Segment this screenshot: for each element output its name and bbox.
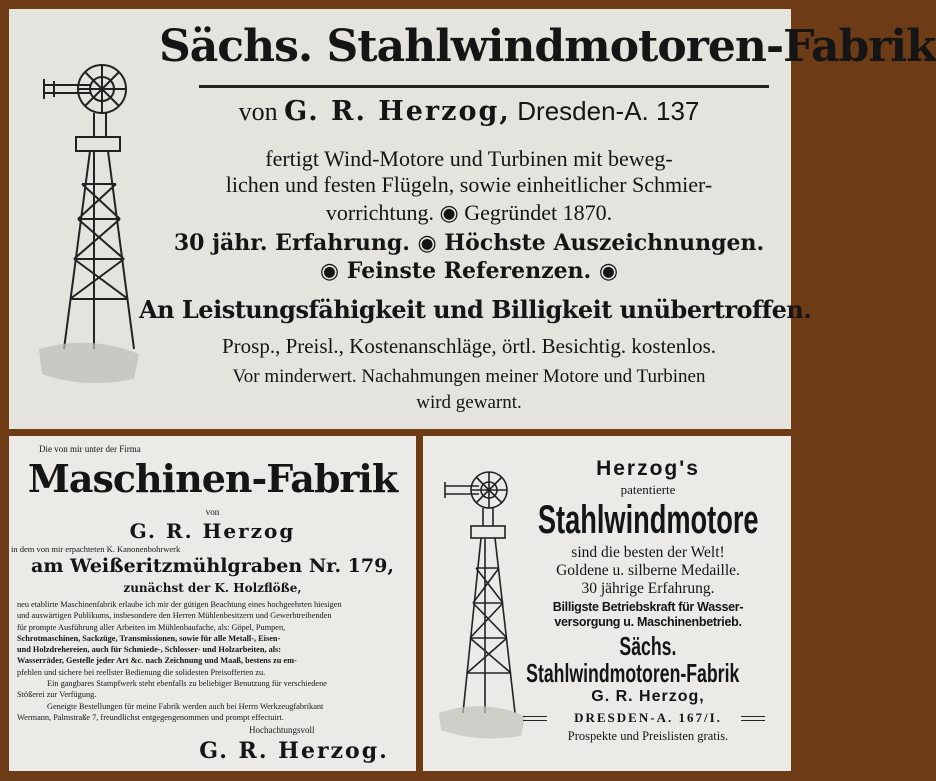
byline-prefix: von <box>205 507 220 517</box>
right-double-rule <box>741 716 765 721</box>
line-9: wird gewarnt. <box>416 392 522 413</box>
line-4: 30 jähr. Erfahrung. ◉ Höchste Auszeichnungen. <box>173 230 765 256</box>
line-1: fertigt Wind-Motore und Turbinen mit beweg- <box>265 146 673 171</box>
headline: Sächs. Stahlwindmotoren-Fabrik <box>159 21 936 72</box>
intro: Die von mir unter der Firma <box>39 444 141 454</box>
headline-rule <box>199 85 769 88</box>
company-name: G. R. Herzog <box>129 519 296 543</box>
right-advertisement <box>423 436 791 771</box>
line-1: sind die besten der Welt! <box>571 544 725 561</box>
bold-line-2: versorgung u. Maschinenbetrieb. <box>554 615 742 629</box>
line-3: 30 jährige Erfahrung. <box>581 580 715 597</box>
body-text <box>17 599 409 723</box>
body-line: Stößerei zur Verfügung. <box>17 690 97 700</box>
address: DRESDEN-A. 167/I. <box>574 710 722 725</box>
line-2: Goldene u. silberne Medaille. <box>556 562 740 579</box>
body-line: für prompte Ausführung aller Arbeiten im Mühlenbaufache, als: Göpel, Pumpen, <box>17 622 286 632</box>
byline <box>159 97 779 127</box>
line-8: Vor minderwert. Nachahmungen meiner Motore und Turbinen <box>232 366 706 387</box>
address-note: zunächst der K. Holzflöße, <box>123 581 302 595</box>
body-line: pfehlen und sichere bei reellster Bedienung die solidesten Preisofferten zu. <box>17 667 266 677</box>
signature: G. R. Herzog. <box>199 738 389 764</box>
byline-prefix: von <box>238 97 278 126</box>
body-line: Geneigte Bestellungen für meine Fabrik werden auch bei Herrn Werkzeugfabrikant <box>47 701 324 711</box>
company-line1-wrap <box>483 633 813 660</box>
company-line2-wrap <box>463 660 803 687</box>
body-line: und Holzdrehereien, auch für Schmiede-, Schlosser- und Holzarbeiten, als: <box>17 645 282 655</box>
windmill-illustration <box>34 49 144 389</box>
body-line: und auswärtigen Publikums, insbesondere den Herren Mühlenbesitzern und Gewerbtreibenden <box>17 611 332 621</box>
company-name: G. R. Herzog, <box>591 688 705 705</box>
bold-line-1: Billigste Betriebskraft für Wasser- <box>552 600 744 614</box>
body-line: Wasserräder, Gestelle jeder Art &c. nach Zeichnung und Maaß, bestens zu em- <box>17 656 297 666</box>
left-advertisement <box>9 436 416 771</box>
line-3: vorrichtung. ◉ Gegründet 1870. <box>325 200 613 225</box>
body-line: neu etablirte Maschinenfabrik erlaube ich mir der gütigen Beachtung eines hochgeehrten hiesigen <box>17 600 342 609</box>
body-line: Wermann, Palmstraße 7, freundlichst entgegengenommen und prompt effectuirt. <box>17 712 284 722</box>
brand: Herzog's <box>596 457 700 480</box>
line-6: An Leistungsfähigkeit und Billigkeit unübertroffen. <box>139 295 812 324</box>
subtitle: patentierte <box>620 482 676 497</box>
company-line2: Stahlwindmotoren-Fabrik <box>526 658 740 688</box>
closing: Hochachtungsvoll <box>249 725 315 735</box>
headline: Stahlwindmotore <box>537 498 759 542</box>
body-line: Schrotmaschinen, Sackzüge, Transmissionen, sowie für alle Metall-, Eisen- <box>17 633 281 643</box>
footer: Prospekte und Preislisten gratis. <box>567 729 729 743</box>
location-note: in dem von mir erpachteten K. Kanonenbohrwerk <box>11 544 181 554</box>
address: Dresden-A. 137 <box>517 96 700 126</box>
line-2: lichen und festen Flügeln, sowie einheitlicher Schmier- <box>225 172 713 197</box>
company-line1: Sächs. <box>619 631 677 661</box>
headline-wrap <box>483 500 813 540</box>
headline: Maschinen-Fabrik <box>27 456 398 501</box>
top-advertisement <box>9 9 936 429</box>
line-5: ◉ Feinste Referenzen. ◉ <box>319 258 619 284</box>
company-name: G. R. Herzog, <box>284 96 511 127</box>
address: am Weißeritzmühlgraben Nr. 179, <box>31 555 394 577</box>
line-7: Prosp., Preisl., Kostenanschläge, örtl. Besichtig. kostenlos. <box>221 334 717 358</box>
body-line: Ein gangbares Stampfwerk steht ebenfalls zu beliebiger Benutzung für verschiedene <box>47 679 327 689</box>
